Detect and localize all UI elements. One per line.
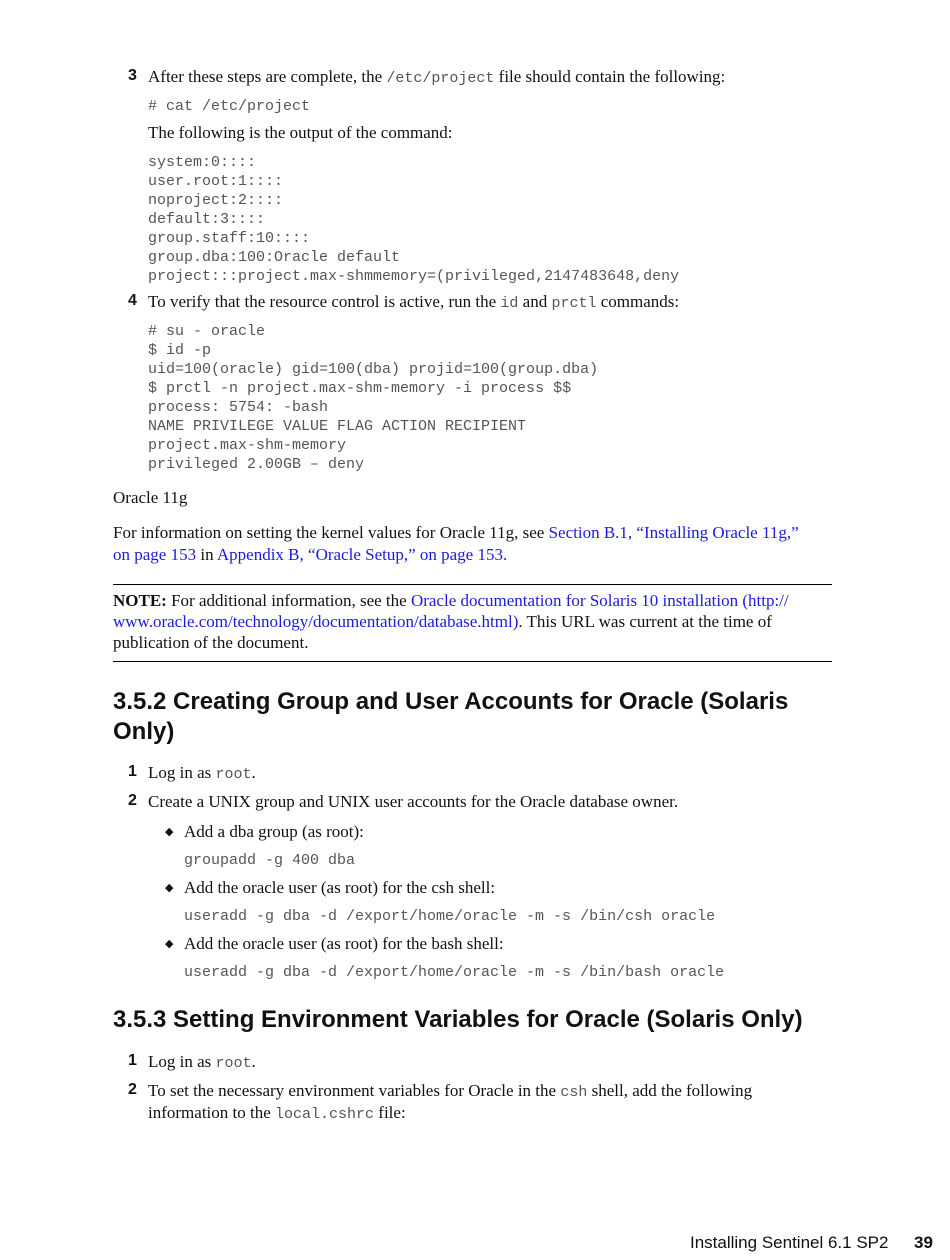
code-line: # cat /etc/project [148,98,311,115]
bullet-text: Add the oracle user (as root) for the bash shell: [184,934,504,953]
text: To verify that the resource control is active, run the [148,292,501,311]
code-line: NAME PRIVILEGE VALUE FLAG ACTION RECIPIENT [148,418,527,435]
bullet-text: Add a dba group (as root): [184,822,364,841]
section-heading-3-5-2: 3.5.2 Creating Group and User Accounts for Oracle (Solaris [113,688,789,715]
step-number: 1 [128,1052,137,1069]
text: and [518,292,552,311]
step-text [148,1102,406,1126]
text: . [502,545,508,564]
section-b1-link[interactable]: Section B.1, “Installing Oracle 11g,” [548,523,799,542]
text: For additional information, see the [166,591,411,610]
step-text [148,762,256,786]
text: . This URL was current at the time of [518,612,772,631]
step-text [148,1051,256,1075]
code-line: group.staff:10:::: [148,230,311,247]
bullet-diamond-icon: ◆ [165,881,174,894]
footer-title: Installing Sentinel 6.1 SP2 [690,1233,889,1252]
section-b1-link[interactable]: on page 153 [113,545,197,564]
inline-code: local.cshrc [275,1106,375,1123]
text: To set the necessary environment variables for Oracle in the [148,1081,561,1100]
inline-code: prctl [551,295,597,312]
note-label: NOTE: [113,591,167,610]
code-block [148,153,679,286]
appendix-b-link[interactable]: Appendix B, “Oracle Setup,” on page 153 [216,545,503,564]
text: in [196,545,217,564]
oracle-docs-link[interactable]: Oracle documentation for Solaris 10 installation (http:// [410,591,789,610]
paragraph-line [113,522,799,544]
step-text [148,1080,752,1104]
code-line: process: 5754: -bash [148,399,329,416]
code-line: project:::project.max-shmmemory=(privileged,2147483648,deny [148,268,680,285]
text: . [251,763,256,782]
bullet-diamond-icon: ◆ [165,937,174,950]
code-line: $ prctl -n project.max-shm-memory -i process $$ [148,380,572,397]
code-line: uid=100(oracle) gid=100(dba) projid=100(group.dba) [148,361,599,378]
code-line: noproject:2:::: [148,192,284,209]
text: file: [374,1103,406,1122]
code-line: $ id -p [148,342,212,359]
code-line: useradd -g dba -d /export/home/oracle -m -s /bin/bash oracle [184,964,725,981]
section-heading-3-5-3: 3.5.3 Setting Environment Variables for Oracle (Solaris Only) [113,1006,803,1033]
step-number: 4 [128,292,137,309]
note-line [113,611,772,633]
code-line: system:0:::: [148,154,257,171]
inline-code: root [215,766,252,783]
code-line: default:3:::: [148,211,266,228]
text: Log in as [148,763,216,782]
code-block [148,322,598,474]
note-top-rule [113,584,832,585]
step-number: 3 [128,67,137,84]
page-number: 39 [914,1233,933,1252]
inline-code: root [215,1055,252,1072]
text: shell, add the following [587,1081,753,1100]
step-number: 2 [128,1081,137,1098]
step-number: 2 [128,792,137,809]
text: For information on setting the kernel values for Oracle 11g, see [113,523,549,542]
inline-code: /etc/project [386,70,495,87]
code-line: group.dba:100:Oracle default [148,249,401,266]
step-number: 1 [128,763,137,780]
code-line: groupadd -g 400 dba [184,852,356,869]
bullet-text: Add the oracle user (as root) for the csh shell: [184,878,496,897]
note-line: publication of the document. [113,633,309,652]
text: Log in as [148,1052,216,1071]
inline-code: csh [560,1084,588,1101]
inline-code: id [500,295,519,312]
code-line: privileged 2.00GB – deny [148,456,365,473]
text: file should contain the following: [494,67,726,86]
step-text [148,291,679,315]
step-text: Create a UNIX group and UNIX user accounts for the Oracle database owner. [148,792,679,811]
paragraph-line [113,544,507,566]
note-line [113,590,789,612]
bullet-diamond-icon: ◆ [165,825,174,838]
text: information to the [148,1103,276,1122]
text: . [251,1052,256,1071]
text: commands: [596,292,680,311]
section-heading-3-5-2-cont: Only) [113,718,175,745]
code-line: # su - oracle [148,323,266,340]
oracle-docs-link[interactable]: www.oracle.com/technology/documentation/database.html) [113,612,519,631]
paragraph: The following is the output of the command: [148,123,453,142]
note-bottom-rule [113,661,832,662]
subheading-oracle-11g: Oracle 11g [113,488,188,507]
code-line: user.root:1:::: [148,173,284,190]
step-text [148,66,725,90]
text: After these steps are complete, the [148,67,387,86]
code-line: project.max-shm-memory [148,437,347,454]
code-line: useradd -g dba -d /export/home/oracle -m -s /bin/csh oracle [184,908,716,925]
